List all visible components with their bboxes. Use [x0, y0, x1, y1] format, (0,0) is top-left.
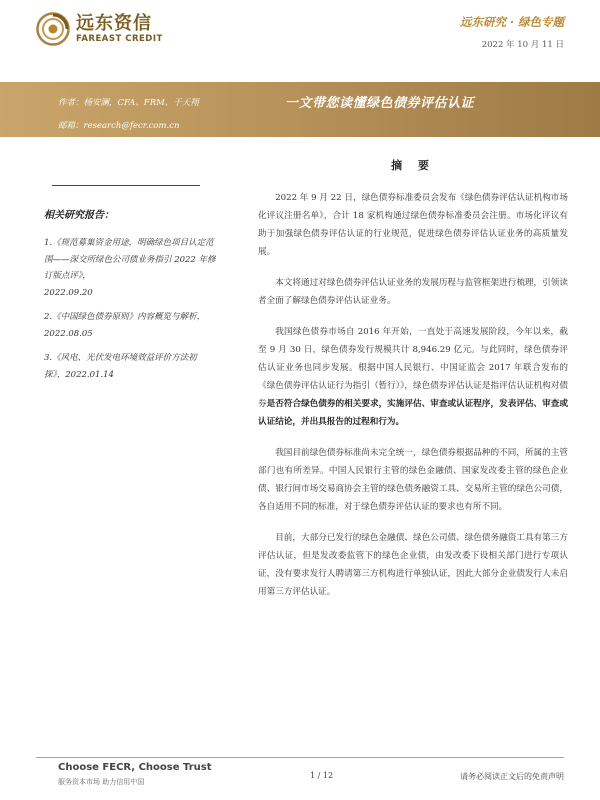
sidebar-divider — [52, 185, 200, 186]
abstract-paragraph-1: 2022 年 9 月 22 日，绿色债券标准委员会发布《绿色债券评估认证机构市场化评议注册名单》，合计 18 家机构通过绿色债券标准委员会注册。市场化评议有助于加强绿色债券评估认证的行业规范，促进绿色债券评估认证业务的高质量发展。 — [258, 193, 568, 257]
paragraph-3-emphasis: 是否符合绿色债券的相关要求，实施评估、审查或认证程序，发表评估、审查或认证结论，并出具报告的过程和行为。 — [258, 399, 568, 427]
related-report-date: 2022.09.20 — [44, 287, 93, 298]
footer-divider — [36, 757, 564, 758]
related-report-item[interactable] — [44, 235, 216, 301]
company-logo — [36, 12, 163, 46]
page-header — [0, 0, 600, 60]
footer-tagline: 服务资本市场 助力信用中国 — [58, 778, 145, 786]
email-line: 邮箱：research@fecr.com.cn — [58, 121, 180, 131]
report-date: 2022 年 10 月 11 日 — [481, 40, 564, 50]
related-report-title: 3.《风电、光伏发电环境效益评价方法初探》，2022.01.14 — [44, 353, 197, 380]
sidebar-heading: 相关研究报告： — [44, 210, 114, 221]
related-report-item[interactable] — [44, 309, 216, 342]
paragraph-3-text: 我国绿色债券市场自 2016 年开始，一直处于高速发展阶段，今年以来，截至 9 月 30 日，绿色债券发行规模共计 8,946.29 亿元。与此同时，绿色债券评估认证业务也同步发展。根据中国人民银行、中国证监会 2017 年联合发布的《绿色债券评估认证行为指引（暂行）》，绿色债券评估认证是指评估认证机构对债券 — [258, 327, 568, 409]
report-series: 远东研究 · 绿色专题 — [459, 15, 564, 29]
page-number: 1 / 12 — [310, 771, 334, 780]
abstract-heading: 摘 要 — [391, 159, 435, 172]
related-report-title: 2.《中国绿色债券原则》内容概览与解析，2022.08.05 — [44, 312, 206, 339]
abstract-paragraph-2: 本文将通过对绿色债券评估认证业务的发展历程与监管框架进行梳理，引领读者全面了解绿色债券评估认证业务。 — [258, 278, 568, 306]
abstract-section — [258, 157, 568, 614]
related-reports-sidebar — [44, 185, 216, 391]
report-title: 一文带您读懂绿色债券评估认证 — [285, 96, 475, 111]
related-report-title: 1.《规范募集资金用途，明确绿色项目认定范围——深交所绿色公司债业务指引 2022 年修订版点评》， — [44, 238, 216, 281]
abstract-paragraph-3 — [258, 323, 568, 431]
related-reports-list — [44, 235, 216, 383]
logo-english-name: FAREAST CREDIT — [76, 33, 163, 44]
title-band — [0, 82, 600, 137]
footer-slogan: Choose FECR, Choose Trust — [58, 762, 212, 773]
abstract-paragraph-5: 目前，大部分已发行的绿色金融债、绿色公司债、绿色债务融资工具有第三方评估认证，但是发改委监管下的绿色企业债，由发改委下设相关部门进行专项认证，没有要求发行人聘请第三方机构进行单独认证，因此大部分企业债发行人未启用第三方评估认证。 — [258, 533, 568, 597]
author-line: 作者：杨安澜，CFA、FRM、于天翔 — [58, 98, 199, 108]
logo-chinese-name: 远东资信 — [76, 12, 152, 34]
disclaimer-note: 请务必阅读正文后的免责声明 — [460, 772, 564, 781]
fareast-logo-icon — [36, 12, 70, 46]
abstract-paragraph-4: 我国目前绿色债券标准尚未完全统一，绿色债券根据品种的不同，所属的主管部门也有所差异。中国人民银行主管的绿色金融债、国家发改委主管的绿色企业债、银行间市场交易商协会主管的绿色债务融资工具、交易所主管的绿色公司债，各自适用不同的标准，对于绿色债券评估认证的要求也有所不同。 — [258, 448, 568, 512]
related-report-item[interactable] — [44, 350, 216, 383]
